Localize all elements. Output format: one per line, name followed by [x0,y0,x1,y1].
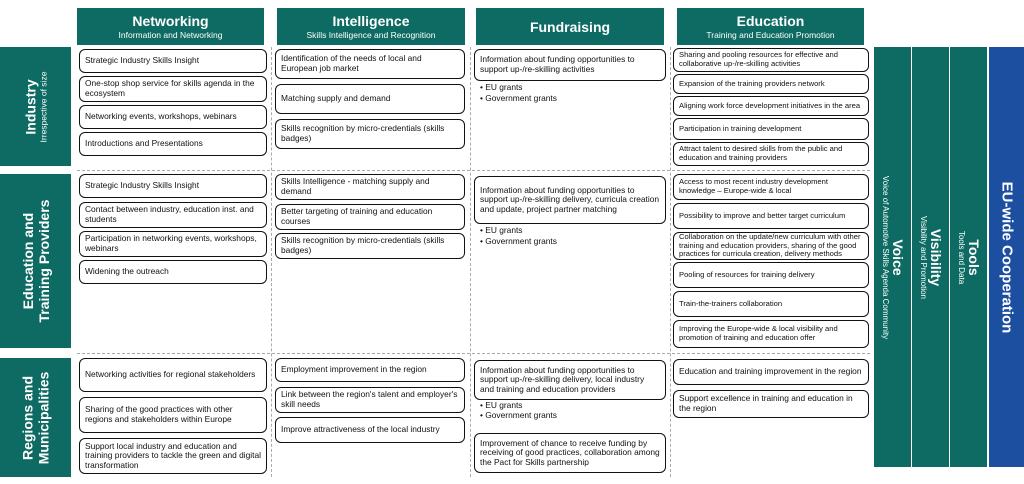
cell-box: Employment improvement in the region [275,358,465,382]
bullet-item: • EU grants [480,82,523,92]
column-header-networking [77,8,264,45]
cell-box: Support excellence in training and education in the region [673,390,869,418]
column-divider [670,47,671,477]
cell-box: Support local industry and education and training providers to tackle the green and digital transformation [79,438,267,474]
bullet-item: • Government grants [480,93,557,103]
cell-box: Expansion of the training providers network [673,74,869,94]
side-column-eu-cooperation [989,47,1024,467]
cell-box: Access to most recent industry development knowledge – Europe-wide & local [673,174,869,200]
cell-box: Matching supply and demand [275,84,465,114]
side-column-title: Tools [966,238,982,276]
bullet-item: • Government grants [480,236,557,246]
column-divider [271,47,272,477]
column-subtitle: Training and Education Promotion [706,30,835,40]
cell-box: Participation in training development [673,118,869,140]
cell-box: One-stop shop service for skills agenda in the ecosystem [79,76,267,102]
side-column-subtitle: Tools and Data [957,230,966,284]
cell-box: Attract talent to desired skills from the public and education and training providers [673,142,869,166]
column-title: Intelligence [332,13,410,29]
row-title: Industry [22,78,39,135]
column-title: Fundraising [529,19,611,35]
row-label-industry [0,47,71,166]
bullet-item: • Government grants [480,410,557,420]
cell-box: Strategic Industry Skills Insight [79,174,267,198]
column-header-fundraising [476,8,664,45]
column-title: Networking [132,13,209,29]
row-label-regions [0,358,71,477]
row-title: Education and Training Providers [19,199,52,323]
side-column-subtitle: Voice of Automotive Skills Agenda Community [881,175,891,339]
row-divider [77,353,870,354]
column-subtitle: Information and Networking [118,30,223,40]
cell-box: Improving the Europe-wide & local visibility and promotion of training and education offer [673,320,869,348]
row-label-providers [0,174,71,348]
cell-box: Identification of the needs of local and European job market [275,49,465,79]
column-title: Education [736,13,805,29]
cell-box: Better targeting of training and education courses [275,204,465,230]
cell-box: Strategic Industry Skills Insight [79,49,267,73]
row-title: Regions and Municipalities [19,371,52,464]
cell-box: Widening the outreach [79,260,267,284]
cell-box: Aligning work force development initiatives in the area [673,96,869,116]
cell-box: Information about funding opportunities to support up-/re-skilling activities [474,49,666,81]
eu-label: EU-wide Cooperation [998,181,1016,333]
cell-box: Skills recognition by micro-credentials (skills badges) [275,233,465,259]
cell-box: Introductions and Presentations [79,132,267,156]
cell-box: Possibility to improve and better target curriculum [673,203,869,229]
cell-box: Improvement of chance to receive funding by receiving of good practices, collaboration among the Pact for Skills partnership [474,433,666,473]
row-divider [77,170,870,171]
bullet-item: • EU grants [480,400,523,410]
cell-box: Skills Intelligence - matching supply and demand [275,174,465,200]
column-header-education [677,8,864,45]
cell-box: Contact between industry, education inst. and students [79,202,267,228]
bullet-item: • EU grants [480,225,523,235]
cell-box: Information about funding opportunities to support up-/re-skilling delivery, curricula creation and update, project partner matching [474,176,666,224]
side-column-visibility [912,47,950,467]
cell-box: Train-the-trainers collaboration [673,291,869,317]
side-column-title: Visibility [928,228,945,286]
cell-box: Collaboration on the update/new curriculum with other training and education providers, sharing of the good practices for curricula creation, delivery methods [673,232,869,260]
cell-box: Information about funding opportunities to support up-/re-skilling delivery, local industry and training and education providers [474,360,666,400]
cell-box: Skills recognition by micro-credentials (skills badges) [275,119,465,149]
cell-box: Sharing and pooling resources for effective and collaborative up-/re-skilling activities [673,48,869,72]
row-subtitle: Irrespective of size [38,71,49,142]
side-column-voice [874,47,912,467]
side-column-tools [950,47,988,467]
cell-box: Sharing of the good practices with other regions and stakeholders within Europe [79,397,267,433]
column-header-intelligence [277,8,465,45]
side-column-title: Voice [890,238,907,276]
column-subtitle: Skills Intelligence and Recognition [306,30,436,40]
cell-box: Networking activities for regional stakeholders [79,358,267,392]
column-divider [470,47,471,477]
cell-box: Improve attractiveness of the local industry [275,417,465,443]
side-column-subtitle: Visibility and Promotion [919,215,929,299]
cell-box: Participation in networking events, workshops, webinars [79,231,267,257]
cell-box: Link between the region's talent and employer's skill needs [275,387,465,413]
cell-box: Education and training improvement in the region [673,359,869,385]
cell-box: Networking events, workshops, webinars [79,105,267,129]
cell-box: Pooling of resources for training delivery [673,262,869,288]
